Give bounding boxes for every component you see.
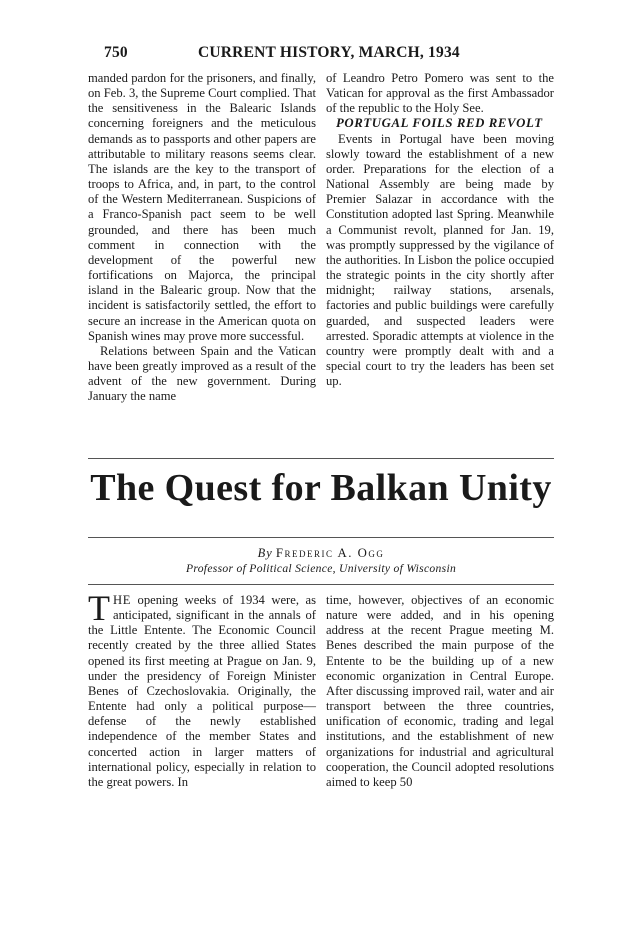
byline: [88, 545, 554, 577]
divider-rule-top: [88, 458, 554, 459]
author-name: Frederic A. Ogg: [275, 546, 385, 560]
lead-words: HE: [113, 593, 131, 607]
lower-right-column: [326, 593, 554, 790]
upper-right-column: [326, 71, 554, 389]
upper-left-paragraph-2: Relations between Spain and the Vatican have been greatly improved as a result of the advent of the new government. During January the name: [88, 343, 316, 404]
divider-rule-byline: [88, 584, 554, 585]
lower-right-paragraph-1: time, however, objectives of an economic nature were added, and in his opening address at the recent Prague meeting M. Benes described the main purpose of the Entente to be the building up of a new economic organization in Central Europe. After discussing improved rail, water and air transport between the three countries, unification of economic, trading and legal institutions, and the establishment of new organizations for industrial and agricultural cooperation, the Council adopted resolutions aimed to keep 50: [326, 593, 554, 789]
section-heading-portugal: PORTUGAL FOILS RED REVOLT: [336, 116, 543, 131]
author-affiliation: Professor of Political Science, University of Wisconsin: [185, 562, 457, 575]
article-title: The Quest for Balkan Unity: [90, 467, 552, 509]
lower-left-paragraph-1: [88, 588, 316, 790]
drop-cap: T: [88, 588, 110, 628]
byline-prefix: By: [257, 546, 273, 560]
divider-rule-title: [88, 537, 554, 538]
page-header: [104, 44, 564, 66]
upper-left-column: [88, 71, 316, 404]
lower-left-paragraph-1-text: opening weeks of 1934 were, as anticipated, significant in the annals of the Little Entente. The Economic Council recently created by the three allied States opened its first meeting at Prague on Jan. 9, under the presidency of Foreign Minister Benes of Czechoslovakia. Originally, the Entente had only a political purpose—defense of the newly established independence of the member States and concerted action in larger matters of international policy, especially in relation to the great powers. In: [88, 593, 316, 789]
page-number: 750: [104, 44, 128, 61]
upper-left-paragraph-1: manded pardon for the prisoners, and finally, on Feb. 3, the Supreme Court complied. That the sensitiveness in the Balearic Islands concerning foreigners and the meticulous demands as to passports and other papers are attributable to military reasons seems clear. The islands are the key to the transport of troops to Africa, and, in part, to the control of the Western Mediterranean. Suspicions of a Franco-Spanish pact seem to be well grounded, and there has been much comment in connection with the development of the powerful new fortifications on Majorca, the principal island in the Balearic group. Now that the incident is satisfactorily settled, the effort to secure an increase in the American quota on Spanish wines may prove more successful.: [88, 71, 316, 343]
running-title: CURRENT HISTORY, MARCH, 1934: [198, 44, 460, 61]
upper-right-paragraph-2: Events in Portugal have been moving slowly toward the establishment of a new order. Preparations for the election of a National Assembly are being made by Premier Salazar in accordance with the Constitution adopted last Spring. Meanwhile a Communist revolt, planned for Jan. 19, was promptly suppressed by the vigilance of the authorities. In Lisbon the police occupied the strategic points in the city shortly after midnight; railway stations, arsenals, factories and public buildings were carefully guarded, and suspected leaders were arrested. Sporadic attempts at violence in the country were promptly dealt with and a special court to try the leaders has been set up.: [326, 131, 554, 389]
lower-left-column: [88, 588, 316, 790]
upper-right-paragraph-1: of Leandro Petro Pomero was sent to the Vatican for approval as the first Ambassador of the republic to the Holy See.: [326, 71, 554, 116]
